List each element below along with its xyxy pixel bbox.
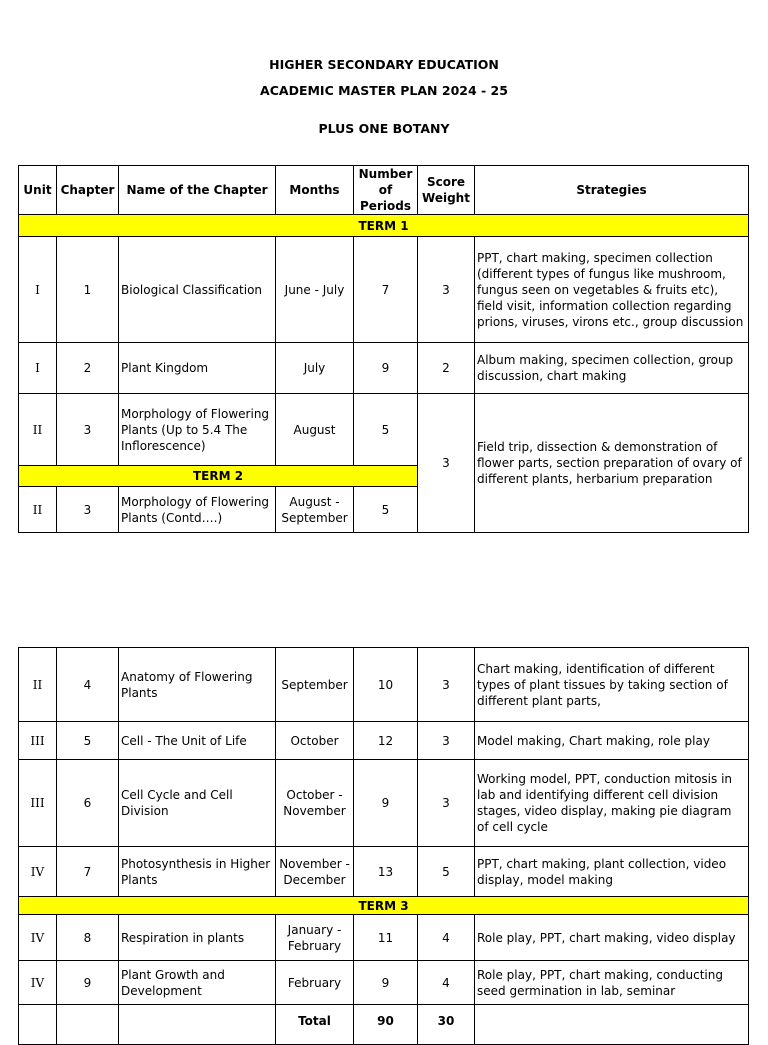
cell-name: Biological Classification bbox=[119, 237, 276, 343]
cell-score: 3 bbox=[418, 648, 475, 722]
cell-name: Respiration in plants bbox=[119, 915, 276, 961]
cell-empty bbox=[119, 1005, 276, 1045]
cell-months: June - July bbox=[276, 237, 354, 343]
cell-unit: I bbox=[19, 343, 57, 394]
cell-months: August bbox=[276, 394, 354, 466]
cell-empty bbox=[19, 1005, 57, 1045]
cell-periods: 7 bbox=[354, 237, 418, 343]
plan-table-part-1 bbox=[18, 165, 749, 533]
table-row bbox=[19, 915, 749, 961]
cell-unit: II bbox=[19, 648, 57, 722]
col-header-months: Months bbox=[276, 166, 354, 215]
cell-periods: 10 bbox=[354, 648, 418, 722]
cell-score: 2 bbox=[418, 343, 475, 394]
cell-periods: 13 bbox=[354, 847, 418, 897]
table-row bbox=[19, 394, 749, 466]
cell-chapter: 6 bbox=[57, 760, 119, 847]
cell-periods: 9 bbox=[354, 343, 418, 394]
term-3-row bbox=[19, 897, 749, 915]
table-row bbox=[19, 760, 749, 847]
col-header-name: Name of the Chapter bbox=[119, 166, 276, 215]
cell-name: Photosynthesis in Higher Plants bbox=[119, 847, 276, 897]
doc-heading-line1: HIGHER SECONDARY EDUCATION bbox=[269, 57, 499, 72]
col-header-strategies: Strategies bbox=[475, 166, 749, 215]
total-score: 30 bbox=[418, 1005, 475, 1045]
cell-months: February bbox=[276, 961, 354, 1005]
cell-name: Cell Cycle and Cell Division bbox=[119, 760, 276, 847]
cell-name: Plant Kingdom bbox=[119, 343, 276, 394]
cell-score: 3 bbox=[418, 760, 475, 847]
cell-unit: II bbox=[19, 487, 57, 533]
cell-name: Morphology of Flowering Plants (Contd….) bbox=[119, 487, 276, 533]
cell-unit: IV bbox=[19, 915, 57, 961]
col-header-unit: Unit bbox=[19, 166, 57, 215]
cell-strategies: Chart making, identification of different types of plant tissues by taking section of different plant parts, bbox=[475, 648, 749, 722]
cell-empty bbox=[475, 1005, 749, 1045]
table-row bbox=[19, 343, 749, 394]
cell-score: 5 bbox=[418, 847, 475, 897]
doc-heading-line2: ACADEMIC MASTER PLAN 2024 - 25 bbox=[260, 83, 508, 98]
cell-periods: 5 bbox=[354, 487, 418, 533]
table-row bbox=[19, 961, 749, 1005]
total-periods: 90 bbox=[354, 1005, 418, 1045]
cell-unit: III bbox=[19, 760, 57, 847]
cell-chapter: 2 bbox=[57, 343, 119, 394]
cell-strategies: PPT, chart making, specimen collection (different types of fungus like mushroom, fungus seen on vegetables & fruits etc), field visit, information collection regarding prions, viruses, virons etc., group discussion bbox=[475, 237, 749, 343]
cell-months: November - December bbox=[276, 847, 354, 897]
cell-strategies: Role play, PPT, chart making, video display bbox=[475, 915, 749, 961]
cell-periods: 5 bbox=[354, 394, 418, 466]
cell-periods: 9 bbox=[354, 961, 418, 1005]
cell-chapter: 9 bbox=[57, 961, 119, 1005]
plan-table-part-2 bbox=[18, 647, 749, 1045]
cell-strategies: Role play, PPT, chart making, conducting seed germination in lab, seminar bbox=[475, 961, 749, 1005]
cell-strategies: Album making, specimen collection, group discussion, chart making bbox=[475, 343, 749, 394]
table-row bbox=[19, 237, 749, 343]
cell-name: Morphology of Flowering Plants (Up to 5.4 The Inflorescence) bbox=[119, 394, 276, 466]
cell-score: 4 bbox=[418, 915, 475, 961]
cell-score: 4 bbox=[418, 961, 475, 1005]
col-header-periods: Number of Periods bbox=[354, 166, 418, 215]
cell-chapter: 3 bbox=[57, 394, 119, 466]
cell-unit: IV bbox=[19, 847, 57, 897]
cell-chapter: 1 bbox=[57, 237, 119, 343]
cell-unit: III bbox=[19, 722, 57, 760]
total-row bbox=[19, 1005, 749, 1045]
cell-unit: IV bbox=[19, 961, 57, 1005]
cell-months: October - November bbox=[276, 760, 354, 847]
term-3-label: TERM 3 bbox=[19, 897, 749, 915]
cell-chapter: 4 bbox=[57, 648, 119, 722]
cell-months: July bbox=[276, 343, 354, 394]
col-header-chapter: Chapter bbox=[57, 166, 119, 215]
table-row bbox=[19, 648, 749, 722]
col-header-score: Score Weight bbox=[418, 166, 475, 215]
term-1-row bbox=[19, 215, 749, 237]
cell-unit: I bbox=[19, 237, 57, 343]
cell-chapter: 8 bbox=[57, 915, 119, 961]
cell-name: Cell - The Unit of Life bbox=[119, 722, 276, 760]
cell-chapter: 7 bbox=[57, 847, 119, 897]
cell-score: 3 bbox=[418, 722, 475, 760]
cell-strategies: PPT, chart making, plant collection, video display, model making bbox=[475, 847, 749, 897]
cell-strategies: Working model, PPT, conduction mitosis in lab and identifying different cell division stages, video display, making pie diagram of cell cycle bbox=[475, 760, 749, 847]
term-2-label: TERM 2 bbox=[19, 466, 418, 487]
cell-score: 3 bbox=[418, 237, 475, 343]
cell-empty bbox=[57, 1005, 119, 1045]
cell-chapter: 5 bbox=[57, 722, 119, 760]
cell-score: 3 bbox=[418, 394, 475, 533]
doc-heading-subject: PLUS ONE BOTANY bbox=[318, 121, 450, 136]
cell-chapter: 3 bbox=[57, 487, 119, 533]
cell-periods: 9 bbox=[354, 760, 418, 847]
cell-name: Anatomy of Flowering Plants bbox=[119, 648, 276, 722]
cell-months: October bbox=[276, 722, 354, 760]
table-row bbox=[19, 847, 749, 897]
cell-periods: 12 bbox=[354, 722, 418, 760]
cell-months: August - September bbox=[276, 487, 354, 533]
cell-periods: 11 bbox=[354, 915, 418, 961]
total-label: Total bbox=[276, 1005, 354, 1045]
table-row bbox=[19, 722, 749, 760]
cell-months: September bbox=[276, 648, 354, 722]
term-1-label: TERM 1 bbox=[19, 215, 749, 237]
table-header-row bbox=[19, 166, 749, 215]
cell-strategies: Model making, Chart making, role play bbox=[475, 722, 749, 760]
cell-name: Plant Growth and Development bbox=[119, 961, 276, 1005]
cell-unit: II bbox=[19, 394, 57, 466]
cell-strategies: Field trip, dissection & demonstration of flower parts, section preparation of ovary of different plants, herbarium preparation bbox=[475, 394, 749, 533]
cell-months: January - February bbox=[276, 915, 354, 961]
